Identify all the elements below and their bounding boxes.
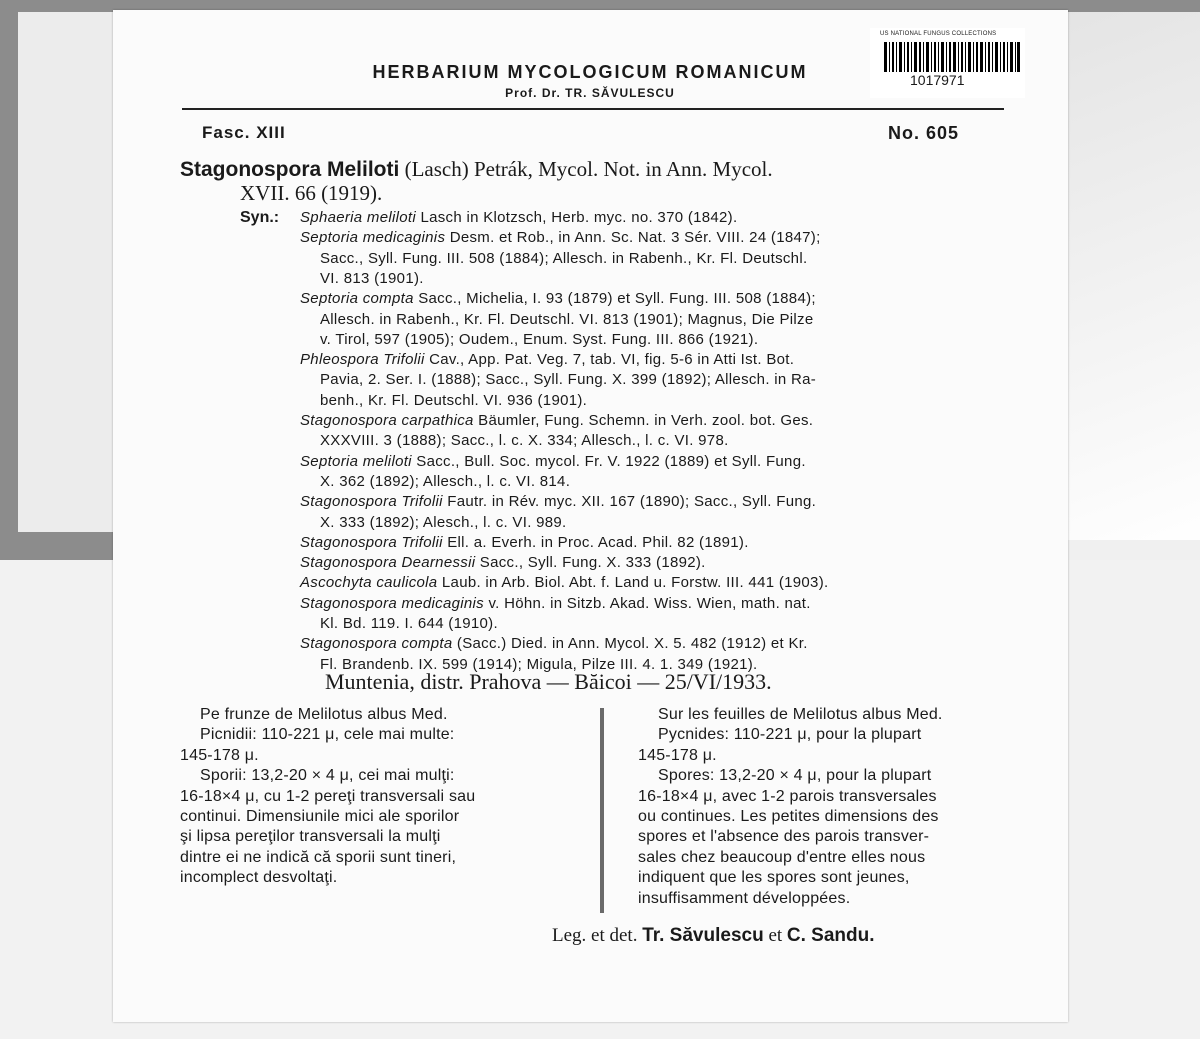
synonym-reference: Sacc., Syll. Fung. III. 508 (1884); Allesch. in Rabenh., Kr. Fl. Deutschl.: [320, 249, 808, 267]
synonym-reference: Sacc., Syll. Fung. X. 333 (1892).: [475, 554, 706, 572]
synonym-reference: Bäumler, Fung. Schemn. in Verh. zool. bot. Ges.: [473, 412, 814, 429]
synonym-reference: Fautr. in Rév. myc. XII. 167 (1890); Sacc., Syll. Fung.: [442, 493, 817, 511]
synonym-line: [320, 473, 570, 490]
synonym-line: [320, 250, 807, 267]
collector-prefix: Leg. et det.: [552, 925, 643, 946]
description-line: 16-18×4 μ, cu 1-2 pereţi transversali sau: [180, 787, 476, 805]
synonym-line: [300, 209, 737, 226]
synonym-reference: Sacc., Bull. Soc. mycol. Fr. V. 1922 (1889) et Syll. Fung.: [411, 452, 806, 470]
synonym-line: [300, 595, 811, 612]
synonym-line: [300, 290, 816, 307]
fascicle-label: Fasc. XIII: [202, 123, 286, 142]
synonym-name: Septoria medicaginis: [300, 229, 446, 247]
synonym-reference: VI. 813 (1901).: [320, 269, 424, 287]
barcode-label: [870, 28, 1025, 98]
synonym-reference: v. Höhn. in Sitzb. Akad. Wiss. Wien, math. nat.: [483, 594, 811, 612]
synonym-line: [300, 229, 821, 246]
description-line: insuffisamment développées.: [638, 889, 851, 907]
synonym-reference: v. Tirol, 597 (1905); Oudem., Enum. Syst. Fung. III. 866 (1921).: [320, 330, 759, 348]
synonym-reference: Fl. Brandenb. IX. 599 (1914); Migula, Pilze III. 4. 1. 349 (1921).: [320, 655, 758, 673]
synonym-reference: Sacc., Michelia, I. 93 (1879) et Syll. Fung. III. 508 (1884);: [413, 290, 816, 308]
synonym-reference: Laub. in Arb. Biol. Abt. f. Land u. Forstw. III. 441 (1903).: [437, 574, 829, 592]
barcode-number: 1017971: [910, 72, 965, 88]
synonym-reference: (Sacc.) Died. in Ann. Mycol. X. 5. 482 (1912) et Kr.: [452, 635, 808, 653]
synonym-line: [320, 270, 424, 287]
species-heading: [180, 157, 773, 182]
synonym-line: [300, 453, 806, 470]
synonym-name: Sphaeria meliloti: [300, 209, 416, 226]
description-line: Pe frunze de Melilotus albus Med.: [200, 706, 448, 723]
species-name: Stagonospora Meliloti: [180, 158, 400, 181]
collector-join: et: [763, 925, 787, 946]
synonym-reference: Cav., App. Pat. Veg. 7, tab. VI, fig. 5-6 in Atti Ist. Bot.: [424, 351, 795, 369]
synonym-reference: XXXVIII. 3 (1888); Sacc., l. c. X. 334; Allesch., l. c. VI. 978.: [320, 432, 729, 450]
description-line: dintre ei ne indică că sporii sunt tineri,: [180, 848, 457, 866]
description-line: Sur les feuilles de Melilotus albus Med.: [658, 706, 943, 723]
synonym-line: [300, 412, 813, 429]
description-line: incomplect desvoltaţi.: [180, 869, 338, 887]
description-line: spores et l'absence des parois transver-: [638, 828, 930, 846]
synonym-reference: X. 362 (1892); Allesch., l. c. VI. 814.: [320, 472, 571, 490]
species-authority: (Lasch) Petrák, Mycol. Not. in Ann. Mycol.: [399, 157, 773, 181]
synonym-reference: benh., Kr. Fl. Deutschl. VI. 936 (1901).: [320, 391, 588, 409]
synonym-name: Stagonospora Dearnessii: [300, 554, 476, 572]
description-line: 145-178 μ.: [180, 746, 259, 764]
synonym-reference: Kl. Bd. 119. I. 644 (1910).: [320, 615, 498, 632]
collector-name-1: Tr. Săvulescu: [642, 925, 764, 946]
description-line: 145-178 μ.: [638, 746, 717, 764]
synonyms-label: Syn.:: [240, 209, 280, 226]
synonym-reference: Ell. a. Everh. in Proc. Acad. Phil. 82 (1891).: [442, 533, 749, 551]
synonym-name: Stagonospora compta: [300, 635, 453, 653]
synonym-name: Stagonospora Trifolii: [300, 533, 443, 551]
collection-locality: Muntenia, distr. Prahova — Băicoi — 25/VI/1933.: [325, 669, 772, 694]
synonym-line: [320, 514, 567, 531]
description-line: Pycnides: 110-221 μ, pour la plupart: [658, 726, 922, 744]
barcode-icon: [884, 42, 1020, 72]
description-line: indiquent que les spores sont jeunes,: [638, 869, 910, 887]
header-divider: [182, 108, 1004, 110]
synonym-line: [320, 615, 498, 632]
description-line: ou continues. Les petites dimensions des: [638, 808, 939, 825]
description-line: şi lipsa pereţilor transversali la mulţi: [180, 828, 441, 846]
herbarium-subtitle: Prof. Dr. TR. SĂVULESCU: [505, 86, 675, 100]
collector-line: [552, 925, 875, 947]
synonym-line: [300, 351, 794, 368]
synonym-line: [300, 493, 816, 510]
synonym-reference: Allesch. in Rabenh., Kr. Fl. Deutschl. VI. 813 (1901); Magnus, Die Pilze: [320, 310, 814, 328]
synonym-name: Stagonospora medicaginis: [300, 594, 484, 612]
barcode-caption: US NATIONAL FUNGUS COLLECTIONS: [880, 31, 997, 37]
synonym-name: Stagonospora Trifolii: [300, 493, 443, 511]
collector-name-2: C. Sandu.: [786, 925, 875, 946]
synonym-line: [300, 574, 828, 591]
herbarium-title: HERBARIUM MYCOLOGICUM ROMANICUM: [372, 62, 808, 82]
specimen-number: No. 605: [888, 123, 960, 143]
synonym-name: Septoria meliloti: [300, 452, 412, 470]
synonym-reference: Desm. et Rob., in Ann. Sc. Nat. 3 Sér. VIII. 24 (1847);: [445, 229, 821, 247]
species-authority-continued: XVII. 66 (1919).: [240, 181, 383, 205]
synonym-name: Septoria compta: [300, 290, 414, 308]
description-line: Picnidii: 110-221 μ, cele mai multe:: [200, 726, 455, 744]
description-line: continui. Dimensiunile mici ale sporilor: [180, 808, 460, 825]
description-line: sales chez beaucoup d'entre elles nous: [638, 848, 926, 866]
synonym-line: [320, 311, 814, 328]
synonym-name: Phleospora Trifolii: [300, 351, 425, 369]
column-divider: [600, 708, 604, 913]
synonym-reference: Pavia, 2. Ser. I. (1888); Sacc., Syll. Fung. X. 399 (1892); Allesch. in Ra-: [320, 371, 817, 389]
synonym-name: Stagonospora carpathica: [300, 412, 474, 429]
synonym-line: [320, 331, 758, 348]
synonym-line: [300, 554, 706, 571]
description-line: Sporii: 13,2-20 × 4 μ, cei mai mulţi:: [200, 767, 455, 785]
synonym-line: [320, 392, 587, 409]
description-line: Spores: 13,2-20 × 4 μ, pour la plupart: [658, 767, 932, 785]
synonym-name: Ascochyta caulicola: [300, 574, 438, 592]
synonym-reference: Lasch in Klotzsch, Herb. myc. no. 370 (1842).: [416, 209, 738, 226]
synonym-line: [320, 432, 729, 449]
description-line: 16-18×4 μ, avec 1-2 parois transversales: [638, 787, 937, 805]
synonym-line: [300, 635, 808, 652]
synonym-line: [320, 371, 816, 388]
synonym-reference: X. 333 (1892); Alesch., l. c. VI. 989.: [320, 513, 567, 531]
synonym-line: [300, 534, 749, 551]
